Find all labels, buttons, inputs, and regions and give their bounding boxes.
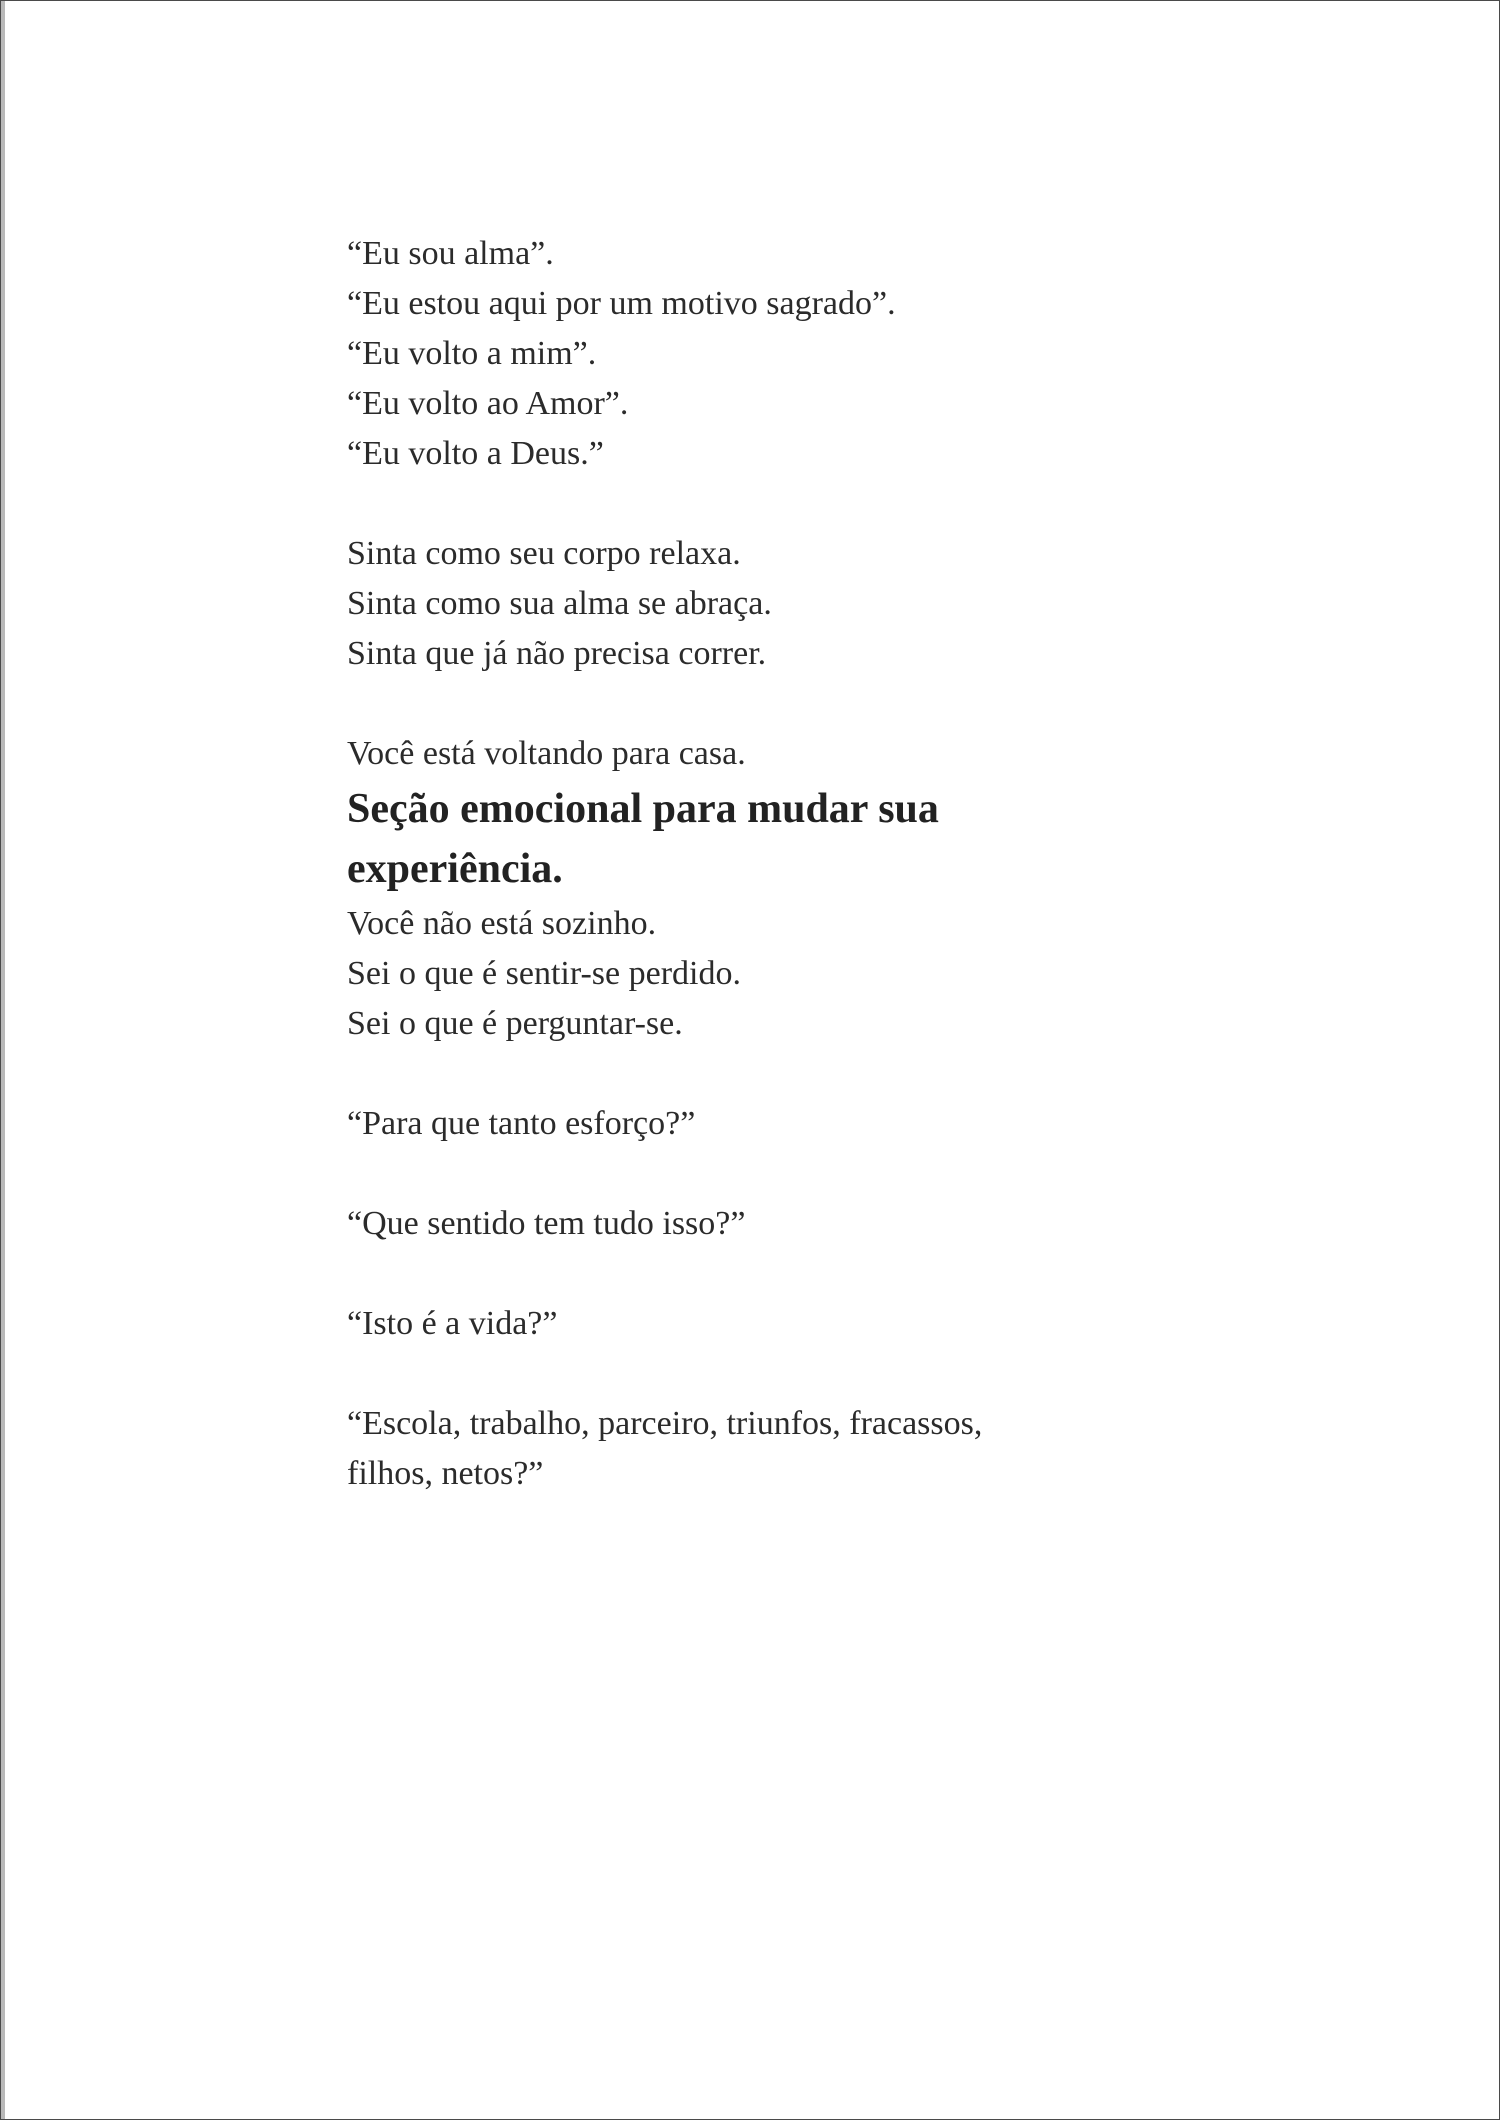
text-line: Sei o que é perguntar-se.	[347, 1005, 683, 1042]
heading-line: Seção emocional para mudar sua	[347, 786, 939, 832]
text-line: “Eu volto a mim”.	[347, 335, 597, 372]
text-line: “Eu volto ao Amor”.	[347, 385, 629, 422]
question-paragraph	[347, 1399, 1247, 1499]
text-line: “Escola, trabalho, parceiro, triunfos, fracassos,	[347, 1405, 983, 1442]
text-line: “Eu volto a Deus.”	[347, 435, 604, 472]
text-line: “Eu sou alma”.	[347, 235, 554, 272]
section-heading	[347, 779, 1247, 899]
affirmations-paragraph	[347, 229, 1247, 479]
page-content	[347, 229, 1247, 1499]
returning-home-paragraph	[347, 729, 1247, 779]
page-edge-shadow	[1, 1, 5, 2119]
question-paragraph	[347, 1199, 1247, 1249]
text-line: “Para que tanto esforço?”	[347, 1105, 696, 1142]
question-paragraph	[347, 1299, 1247, 1349]
text-line: “Eu estou aqui por um motivo sagrado”.	[347, 285, 896, 322]
text-line: Você não está sozinho.	[347, 905, 657, 942]
not-alone-paragraph	[347, 899, 1247, 1049]
text-line: Sei o que é sentir-se perdido.	[347, 955, 741, 992]
heading-line: experiência.	[347, 846, 563, 892]
text-line: Sinta como seu corpo relaxa.	[347, 535, 741, 572]
text-line: Sinta que já não precisa correr.	[347, 635, 767, 672]
feel-paragraph	[347, 529, 1247, 679]
text-line: Você está voltando para casa.	[347, 735, 746, 772]
text-line: “Que sentido tem tudo isso?”	[347, 1205, 746, 1242]
question-paragraph	[347, 1099, 1247, 1149]
text-line: filhos, netos?”	[347, 1455, 544, 1492]
text-line: “Isto é a vida?”	[347, 1305, 558, 1342]
text-line: Sinta como sua alma se abraça.	[347, 585, 772, 622]
